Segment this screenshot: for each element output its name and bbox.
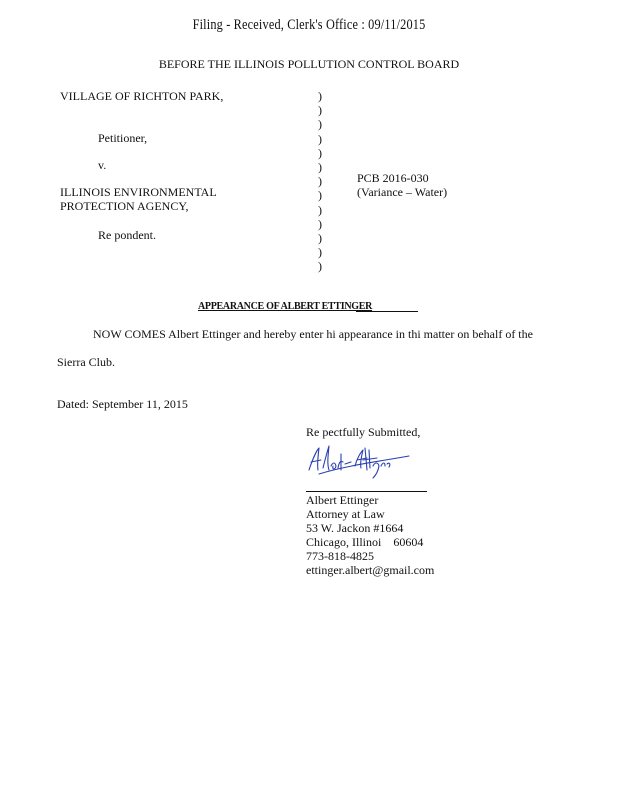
board-name: BEFORE THE ILLINOIS POLLUTION CONTROL BOARD: [158, 57, 460, 71]
caption-paren: ): [318, 230, 322, 245]
caption-paren: ): [318, 89, 322, 103]
closing-line: Re pectfully Submitted,: [306, 425, 421, 439]
document-title: APPEARANCE OF ALBERT ETTINGER: [198, 301, 373, 312]
petitioner-role: Petitioner,: [98, 131, 148, 145]
caption-paren: ): [318, 117, 322, 132]
signer-name: Albert Ettinger: [306, 493, 379, 507]
caption-paren: ): [318, 131, 322, 146]
versus: v.: [98, 158, 107, 172]
caption-paren: ): [318, 245, 322, 260]
caption-paren: ): [318, 174, 322, 189]
signature-image: [305, 440, 415, 480]
caption-paren: ): [318, 259, 322, 274]
respondent-line-1: ILLINOIS ENVIRONMENTAL: [60, 185, 217, 199]
address-line-1: 53 W. Jackon #1664: [306, 521, 404, 535]
caption-paren: ): [318, 188, 322, 203]
body-paragraph-line-2: Sierra Club.: [57, 355, 115, 369]
body-paragraph-line-1: NOW COMES Albert Ettinger and hereby enter hi appearance in thi matter on behalf of the: [93, 327, 533, 341]
signer-title: Attorney at Law: [306, 507, 385, 521]
case-number: PCB 2016-030: [357, 171, 429, 185]
caption-paren: ): [318, 145, 322, 160]
petitioner-name: VILLAGE OF RICHTON PARK,: [60, 89, 224, 103]
dated-line: Dated: September 11, 2015: [57, 397, 188, 411]
respondent-line-2: PROTECTION AGENCY,: [60, 199, 189, 213]
case-type: (Variance – Water): [357, 185, 448, 199]
filing-stamp: Filing - Received, Clerk's Office : 09/11/2015: [192, 17, 426, 33]
caption-parentheses: [318, 89, 322, 273]
signature-line: [306, 491, 427, 492]
title-underline: [356, 311, 418, 312]
email-address: ettinger.albert@gmail.com: [306, 563, 435, 577]
respondent-role: Re pondent.: [98, 228, 156, 242]
caption-paren: ): [318, 202, 322, 217]
caption-paren: ): [318, 159, 322, 174]
phone-number: 773-818-4825: [306, 549, 374, 563]
address-line-2: Chicago, Illinoi 60604: [306, 535, 424, 549]
caption-paren: ): [318, 103, 322, 118]
caption-paren: ): [318, 216, 322, 231]
